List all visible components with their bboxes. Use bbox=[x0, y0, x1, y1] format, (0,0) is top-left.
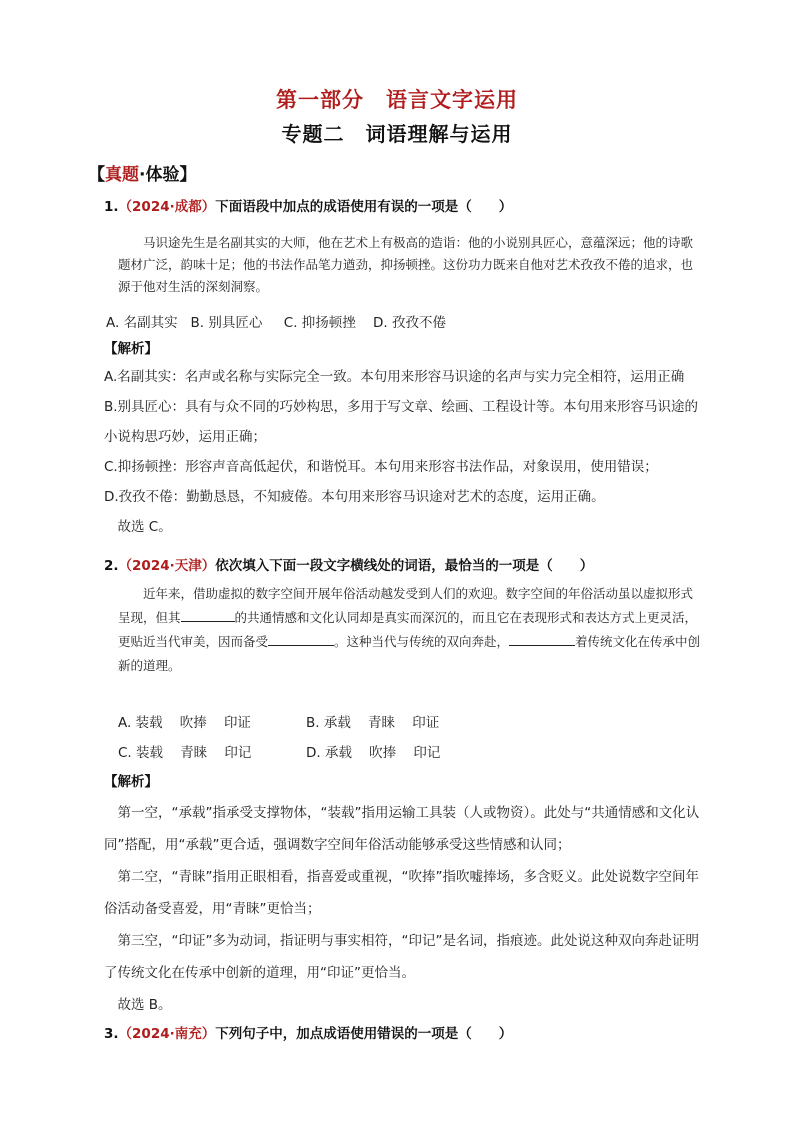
section-red-text: 真题 bbox=[105, 165, 139, 185]
q2-option-a-word-1: A. 装载 bbox=[118, 715, 163, 731]
q3-stem-text: 下列句子中，加点成语使用错误的一项是（ ） bbox=[215, 1026, 513, 1042]
q2-source: （2024·天津） bbox=[118, 558, 216, 574]
q2-option-d bbox=[306, 741, 440, 761]
section-heading bbox=[88, 160, 196, 185]
q2-option-a-word-2: 吹捧 bbox=[179, 715, 207, 731]
q2-blank-3 bbox=[509, 631, 575, 646]
q1-source: （2024·成都） bbox=[118, 199, 216, 215]
q2-passage-part-1: 近年来，借助虚拟的数字空间开展年俗活动越发受到人们的欢迎。数字空间的年俗活动虽以虚拟形式呈现，但其 bbox=[118, 586, 694, 625]
q2-option-d-word-3: 印记 bbox=[413, 745, 441, 761]
q1-passage-text: 马识途先生是名副其实的大师，他在艺术上有极高的造诣：他的小说别具匠心，意蕴深远；他的诗歌题材广泛，韵味十足；他的书法作品笔力遒劲，抑扬顿挫。这份功力既来自他对艺术孜孜不倦的追求，也源于他对生活的深刻洞察。 bbox=[118, 235, 694, 294]
q1-option-a: A. 名副其实 bbox=[106, 315, 178, 331]
question-3-stem bbox=[104, 1022, 512, 1042]
q2-passage bbox=[118, 582, 704, 678]
section-close-bracket: 】 bbox=[179, 165, 197, 185]
q1-option-d: D. 孜孜不倦 bbox=[372, 315, 446, 331]
topic-title: 专题二 词语理解与运用 bbox=[281, 122, 513, 146]
q2-stem-text: 依次填入下面一段文字横线处的词语，最恰当的一项是（ ） bbox=[215, 558, 594, 574]
q2-option-c bbox=[118, 741, 251, 761]
question-2-stem bbox=[104, 554, 593, 574]
q2-analysis-label: 【解析】 bbox=[104, 774, 158, 790]
q1-analysis-b: B.别具匠心：具有与众不同的巧妙构思，多用于写文章、绘画、工程设计等。本句用来形容马识途的小说构思巧妙，运用正确； bbox=[104, 399, 699, 445]
q2-analysis-blank-2: 第二空，“青睐”指用正眼相看，指喜爱或重视，“吹捧”指吹嘘捧场，多含贬义。此处说数字空间年俗活动备受喜爱，用“青睐”更恰当； bbox=[104, 869, 699, 917]
q2-analysis-blank-3: 第三空，“印证”多为动词，指证明与事实相符，“印记”是名词，指痕迹。此处说这种双向奔赴证明了传统文化在传承中创新的道理，用“印证”更恰当。 bbox=[104, 933, 699, 981]
q2-analysis-blank-1: 第一空，“承载”指承受支撑物体，“装载”指用运输工具装（人或物资）。此处与“共通情感和文化认同”搭配，用“承载”更合适，强调数字空间年俗活动能够承受这些情感和认同； bbox=[104, 805, 700, 853]
q1-option-b: B. 别具匠心 bbox=[190, 315, 263, 331]
q2-analysis bbox=[104, 797, 704, 1021]
q2-option-d-word-1: D. 承载 bbox=[306, 745, 352, 761]
q1-number: 1. bbox=[104, 199, 119, 215]
question-1-stem bbox=[104, 195, 512, 215]
q1-analysis-label: 【解析】 bbox=[104, 341, 158, 357]
q2-option-b-word-3: 印证 bbox=[412, 715, 440, 731]
q1-analysis-c: C.抑扬顿挫：形容声音高低起伏，和谐悦耳。本句用来形容书法作品，对象误用，使用错误； bbox=[104, 459, 658, 475]
section-rest-text: 体验 bbox=[145, 165, 180, 185]
q2-passage-part-3: 。这种当代与传统的双向奔赴， bbox=[334, 634, 510, 649]
q2-answer: 故选 B。 bbox=[117, 997, 172, 1013]
q1-stem-text: 下面语段中加点的成语使用有误的一项是（ ） bbox=[215, 199, 513, 215]
q1-analysis-d: D.孜孜不倦：勤勤恳恳，不知疲倦。本句用来形容马识途对艺术的态度，运用正确。 bbox=[104, 489, 605, 505]
q3-number: 3. bbox=[104, 1026, 119, 1042]
q2-number: 2. bbox=[104, 558, 119, 574]
q1-options bbox=[106, 311, 446, 331]
q2-option-b-word-1: B. 承载 bbox=[306, 715, 351, 731]
q2-option-d-word-2: 吹捧 bbox=[369, 745, 397, 761]
q1-analysis bbox=[104, 362, 704, 542]
q3-source: （2024·南充） bbox=[118, 1026, 216, 1042]
q1-passage bbox=[118, 232, 704, 298]
section-dot: · bbox=[139, 165, 146, 185]
q2-option-c-word-3: 印记 bbox=[224, 745, 252, 761]
q2-passage-part-2: 的共通情感和文化认同却是真实而深沉的，而且它在表现形式和表达方式上更灵活，更贴近当代审美，因而备受 bbox=[118, 610, 698, 649]
q1-analysis-a: A.名副其实：名声或名称与实际完全一致。本句用来形容马识途的名声与实力完全相符，运用正确 bbox=[104, 369, 685, 385]
q1-answer: 故选 C。 bbox=[117, 519, 172, 535]
section-open-bracket: 【 bbox=[88, 165, 105, 185]
part-title: 第一部分 语言文字运用 bbox=[276, 88, 518, 112]
q2-blank-2 bbox=[268, 631, 334, 646]
q2-option-a-word-3: 印证 bbox=[223, 715, 251, 731]
q2-option-b bbox=[306, 711, 439, 731]
q2-option-a bbox=[118, 711, 251, 731]
q1-option-c: C. 抑扬顿挫 bbox=[283, 315, 356, 331]
q2-option-b-word-2: 青睐 bbox=[368, 715, 396, 731]
q2-blank-1 bbox=[181, 607, 235, 622]
q2-option-c-word-2: 青睐 bbox=[180, 745, 208, 761]
q2-option-c-word-1: C. 装载 bbox=[118, 745, 164, 761]
q2-passage-text bbox=[118, 582, 704, 678]
q2-passage-part-4: 着传统文化在传承中创新的道理。 bbox=[118, 634, 701, 673]
